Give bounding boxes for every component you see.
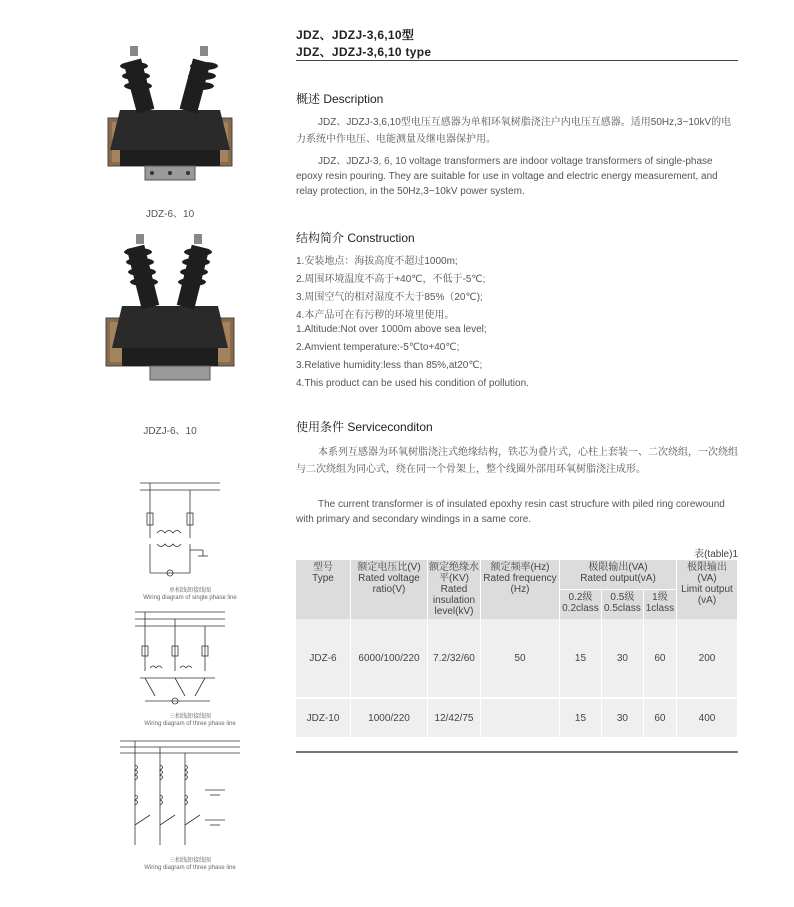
construction-item: 2.周围环境温度不高于+40℃，不低于-5℃; — [296, 274, 486, 285]
service-cn: 本系列互感器为环氧树脂浇注式绝缘结构，铁芯为叠片式，心柱上套装一、二次绕组，一次绕组与二次绕组为同心式，绕在同一个骨架上，整个线圈外部用环氧树脂浇注成形。 — [296, 447, 738, 475]
transformer-jdzj-icon — [100, 232, 240, 392]
header-output: 极限输出(VA) Rated output(vA) — [560, 560, 677, 590]
diagram-caption-cn-3: 三相线卸接线图 — [168, 858, 211, 864]
diagram-caption-en-1: Wiring diagram of single phase line — [143, 595, 237, 601]
transformer-jdz-icon — [100, 40, 240, 200]
spec-table — [296, 560, 738, 737]
header-class-05: 0.5级 0.5class — [601, 590, 643, 620]
construction-heading: 结构简介 Construction — [296, 231, 415, 245]
table-label: 表(table)1 — [694, 549, 738, 560]
table-bottom-rule — [296, 751, 738, 753]
diagram-caption-en-3: Wiring diagram of three phase line — [144, 865, 236, 871]
construction-item: 1.安装地点：海拔高度不超过1000m; — [296, 256, 458, 267]
header-class-1: 1级 1class — [643, 590, 676, 620]
diagram-caption-en-2: Wiring diagram of three phase line — [144, 721, 236, 727]
construction-item: 1.Altitude:Not over 1000m above sea level; — [296, 324, 487, 335]
description-en: JDZ、JDZJ-3, 6, 10 voltage transformers are indoor voltage transformers of single-phase epoxy resin pouring. They are suitable for use in voltage and electric energy measurement, and relay protection, in the 50Hz,3~10kV power system. — [296, 156, 718, 197]
header-frequency: 额定频率(Hz) Rated frequency (Hz) — [481, 560, 560, 619]
header-voltage: 额定电压比(V) Rated voltage ratio(V) — [351, 560, 428, 619]
product-caption-2: JDZJ-6、10 — [143, 426, 197, 437]
description-heading: 概述 Description — [296, 92, 384, 106]
construction-item: 2.Amvient temperature:-5℃to+40℃; — [296, 342, 460, 353]
header-limit: 极限输出(VA) Limit output (vA) — [677, 560, 738, 619]
product-caption-1: JDZ-6、10 — [145, 209, 195, 220]
title-rule — [296, 60, 738, 61]
construction-item: 4.本产品可在有污秽的环境里使用。 — [296, 310, 455, 321]
service-en: The current transformer is of insulated epoxhy resin cast strucfure with piled ring corewound with primary and secondary windings in a same core. — [296, 499, 725, 525]
wiring-single-phase-icon — [135, 478, 225, 583]
page-title-cn: JDZ、JDZJ-3,6,10型 — [296, 28, 415, 42]
table-row: JDZ-10 1000/220 12/42/75 15 30 60 400 — [296, 698, 738, 737]
wiring-three-phase-icon — [130, 606, 230, 711]
wiring-three-phase-alt-icon — [115, 735, 245, 853]
header-type: 型号 Type — [296, 560, 351, 619]
construction-item: 3.Relative humidity:less than 85%,at20℃; — [296, 360, 483, 371]
construction-item: 4.This product can be used his condition of pollution. — [296, 378, 529, 389]
header-insulation: 额定绝缘水平(KV) Rated insulation level(kV) — [429, 562, 479, 617]
diagram-caption-cn-2: 三相线卸接线图 — [168, 714, 211, 720]
description-cn: JDZ、JDZJ-3,6,10型电压互感器为单相环氧树脂浇注户内电压互感器。适用50Hz,3~10kV的电力系统中作电压、电能测量及继电器保护用。 — [296, 117, 732, 145]
diagram-caption-cn-1: 单相线卸接线图 — [168, 588, 211, 594]
construction-item: 3.周围空气的相对湿度不大于85%（20℃); — [296, 292, 483, 303]
header-class-02: 0.2级 0.2class — [560, 590, 602, 620]
table-row: JDZ-6 6000/100/220 7.2/32/60 50 15 30 60 200 — [296, 619, 738, 698]
service-heading: 使用条件 Serviceconditon — [296, 420, 433, 434]
page-title-en: JDZ、JDZJ-3,6,10 type — [296, 45, 432, 59]
